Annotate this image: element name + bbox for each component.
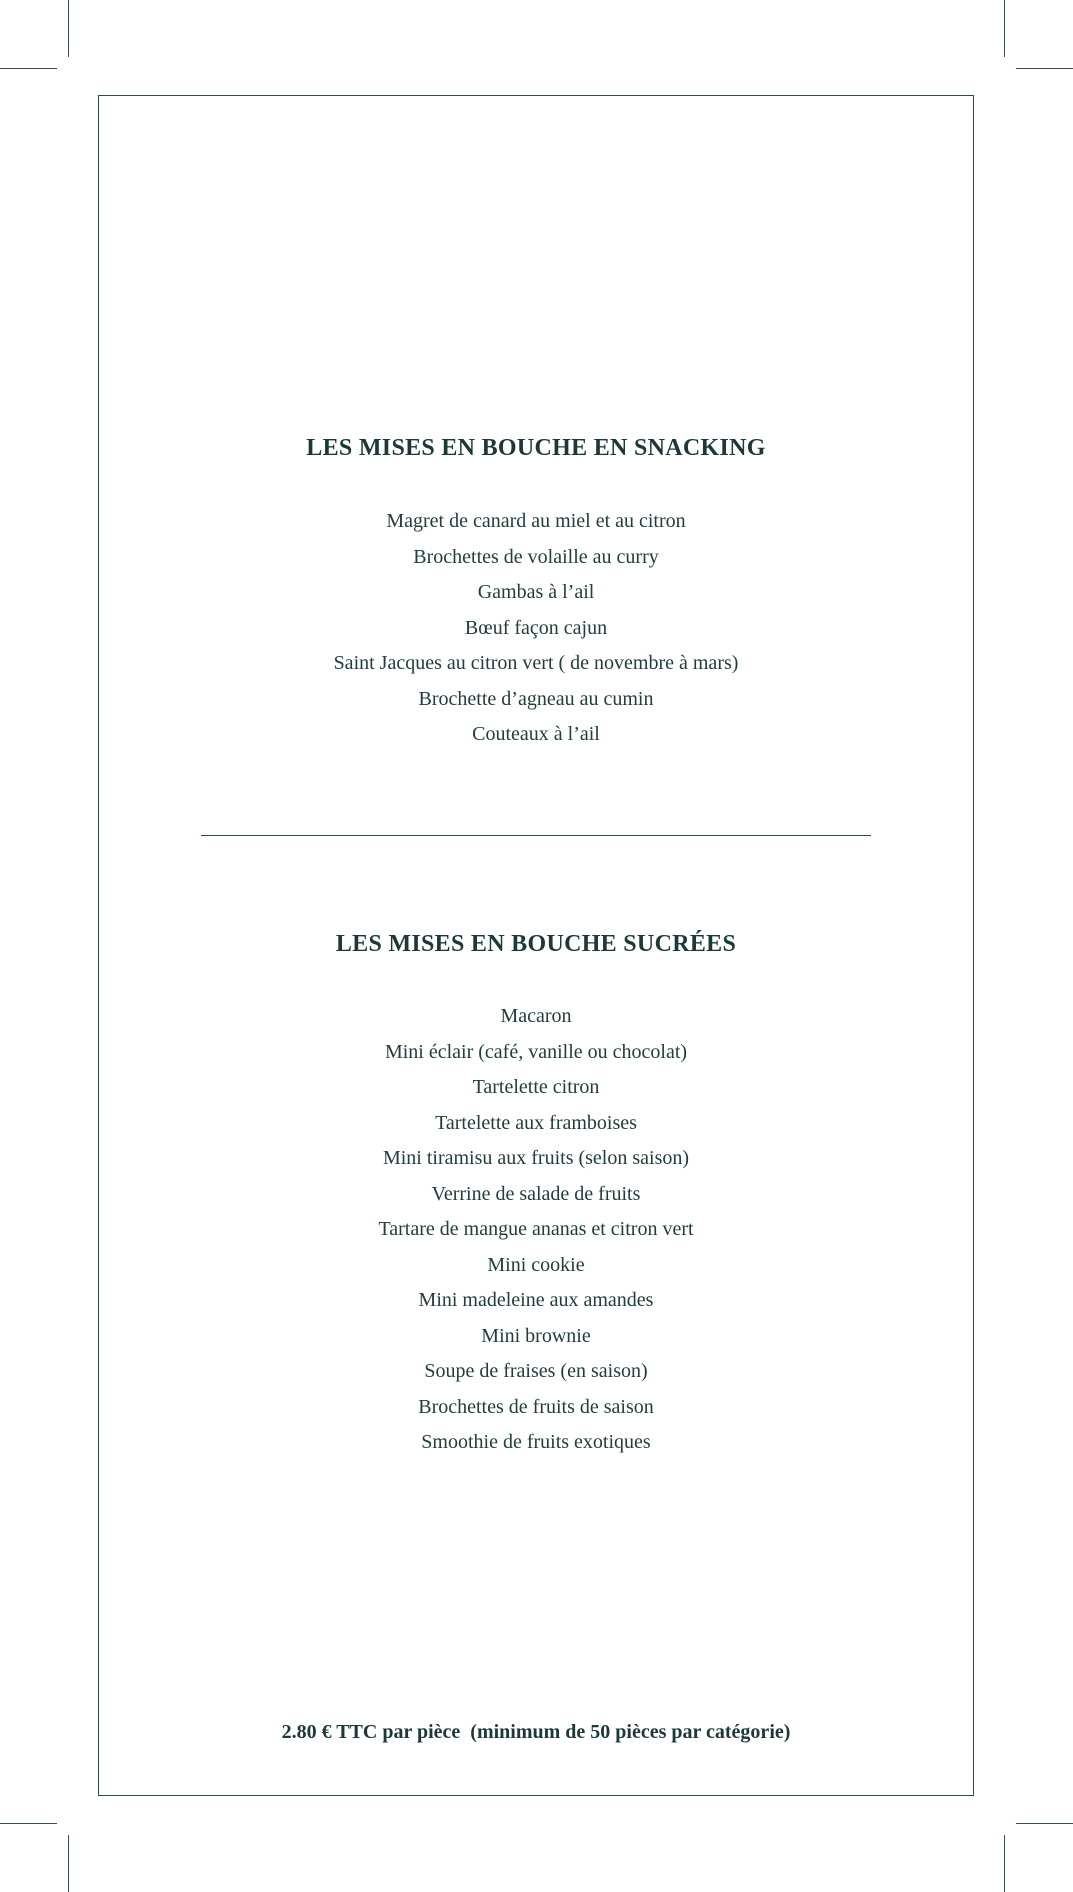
price-note: 2.80 € TTC par pièce (minimum de 50 pièces par catégorie)	[281, 1721, 791, 1743]
menu-item: Mini cookie	[487, 1253, 585, 1276]
crop-mark-bottom-left-horizontal	[0, 1823, 57, 1824]
menu-item: Magret de canard au miel et au citron	[386, 510, 686, 532]
section-divider	[201, 835, 871, 836]
crop-mark-bottom-right-vertical	[1004, 1835, 1005, 1892]
menu-item: Saint Jacques au citron vert ( de novembre à mars)	[333, 652, 739, 674]
menu-item: Mini éclair (café, vanille ou chocolat)	[384, 1040, 688, 1063]
menu-item: Mini brownie	[481, 1324, 591, 1347]
crop-mark-bottom-left-vertical	[68, 1835, 69, 1892]
sucrees-title: LES MISES EN BOUCHE SUCRÉES	[335, 931, 737, 957]
snacking-title: LES MISES EN BOUCHE EN SNACKING	[306, 435, 766, 461]
menu-item: Brochettes de fruits de saison	[418, 1395, 654, 1418]
snacking-items-list	[99, 504, 973, 753]
crop-mark-top-right-horizontal	[1016, 68, 1073, 69]
menu-item: Gambas à l’ail	[477, 581, 595, 603]
crop-mark-top-left-vertical	[68, 0, 69, 57]
menu-item: Tartare de mangue ananas et citron vert	[378, 1218, 694, 1240]
menu-item: Couteaux à l’ail	[472, 723, 600, 745]
menu-item: Tartelette citron	[472, 1076, 600, 1098]
menu-item: Brochettes de volaille au curry	[413, 545, 659, 568]
crop-mark-bottom-right-horizontal	[1016, 1823, 1073, 1824]
menu-item: Bœuf façon cajun	[464, 616, 608, 639]
sucrees-items-list	[99, 999, 973, 1461]
menu-item: Brochette d’agneau au cumin	[418, 687, 654, 710]
menu-item: Macaron	[500, 1005, 572, 1027]
menu-item: Smoothie de fruits exotiques	[421, 1431, 651, 1453]
menu-item: Mini tiramisu aux fruits (selon saison)	[382, 1147, 690, 1169]
crop-mark-top-right-vertical	[1004, 0, 1005, 57]
menu-item: Mini madeleine aux amandes	[418, 1289, 654, 1311]
crop-mark-top-left-horizontal	[0, 68, 57, 69]
menu-item: Soupe de fraises (en saison)	[424, 1360, 648, 1382]
menu-frame	[98, 95, 974, 1796]
menu-item: Tartelette aux framboises	[435, 1111, 637, 1134]
menu-item: Verrine de salade de fruits	[431, 1182, 641, 1205]
